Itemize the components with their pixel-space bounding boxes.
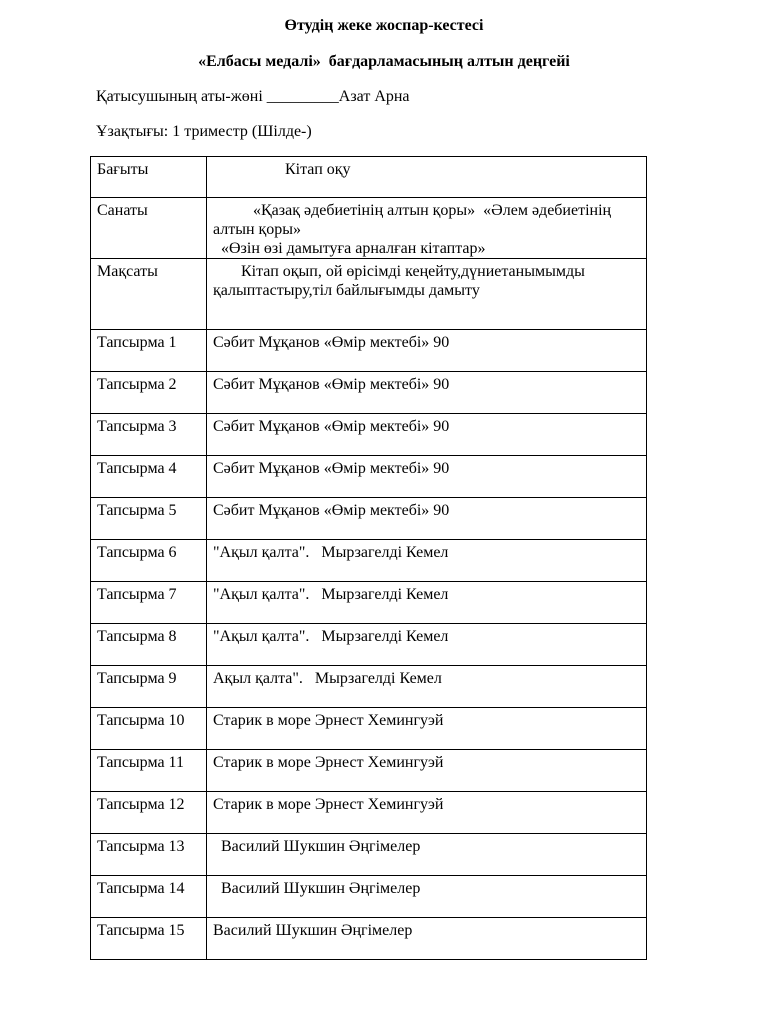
- row-label: Тапсырма 2: [91, 372, 207, 414]
- table-row: [91, 918, 647, 960]
- table-row: [91, 198, 647, 259]
- row-value: Василий Шукшин Әңгімелер: [207, 918, 647, 960]
- table-row: [91, 624, 647, 666]
- table-row: [91, 414, 647, 456]
- table-row: [91, 259, 647, 330]
- row-value: Старик в море Эрнест Хемингуэй: [207, 792, 647, 834]
- row-label: Санаты: [91, 198, 207, 259]
- row-label: Тапсырма 15: [91, 918, 207, 960]
- row-value: Кітап оқып, ой өрісімді кеңейту,дүниетанымымды қалыптастыру,тіл байлығымды дамыту: [207, 259, 647, 330]
- row-label: Мақсаты: [91, 259, 207, 330]
- row-label: Тапсырма 4: [91, 456, 207, 498]
- plan-table: [90, 156, 647, 960]
- row-label: Тапсырма 5: [91, 498, 207, 540]
- table-row: [91, 876, 647, 918]
- row-value: Сәбит Мұқанов «Өмір мектебі» 90: [207, 498, 647, 540]
- row-value: Сәбит Мұқанов «Өмір мектебі» 90: [207, 372, 647, 414]
- row-label: Тапсырма 14: [91, 876, 207, 918]
- row-label: Тапсырма 3: [91, 414, 207, 456]
- row-label: Тапсырма 10: [91, 708, 207, 750]
- row-label: Тапсырма 12: [91, 792, 207, 834]
- row-value: Старик в море Эрнест Хемингуэй: [207, 750, 647, 792]
- duration-line: Ұзақтығы: 1 триместр (Шілде-): [96, 123, 312, 140]
- row-value: "Ақыл қалта". Мырзагелді Кемел: [207, 624, 647, 666]
- table-row: [91, 792, 647, 834]
- table-row: [91, 708, 647, 750]
- table-row: [91, 372, 647, 414]
- row-value: Василий Шукшин Әңгімелер: [207, 876, 647, 918]
- row-value: "Ақыл қалта". Мырзагелді Кемел: [207, 540, 647, 582]
- row-label: Бағыты: [91, 157, 207, 198]
- row-label: Тапсырма 1: [91, 330, 207, 372]
- table-row: [91, 157, 647, 198]
- row-value: Старик в море Эрнест Хемингуэй: [207, 708, 647, 750]
- table-row: [91, 498, 647, 540]
- row-label: Тапсырма 9: [91, 666, 207, 708]
- table-row: [91, 540, 647, 582]
- row-value: "Ақыл қалта". Мырзагелді Кемел: [207, 582, 647, 624]
- row-label: Тапсырма 7: [91, 582, 207, 624]
- table-row: [91, 456, 647, 498]
- row-value: «Қазақ әдебиетінің алтын қоры» «Әлем әдебиетінің алтын қоры» «Өзін өзі дамытуға арналған кітаптар»: [207, 198, 647, 259]
- participant-name-line: Қатысушының аты-жөні _________Азат Арна: [96, 88, 410, 105]
- row-value: Кітап оқу: [207, 157, 647, 198]
- row-label: Тапсырма 11: [91, 750, 207, 792]
- row-value: Василий Шукшин Әңгімелер: [207, 834, 647, 876]
- row-value: Сәбит Мұқанов «Өмір мектебі» 90: [207, 456, 647, 498]
- table-row: [91, 834, 647, 876]
- row-value: Сәбит Мұқанов «Өмір мектебі» 90: [207, 330, 647, 372]
- row-value: Сәбит Мұқанов «Өмір мектебі» 90: [207, 414, 647, 456]
- row-label: Тапсырма 6: [91, 540, 207, 582]
- row-label: Тапсырма 13: [91, 834, 207, 876]
- document-title: Өтудің жеке жоспар-кестесі: [284, 17, 484, 34]
- row-value: Ақыл қалта". Мырзагелді Кемел: [207, 666, 647, 708]
- row-label: Тапсырма 8: [91, 624, 207, 666]
- table-row: [91, 330, 647, 372]
- table-row: [91, 750, 647, 792]
- table-row: [91, 666, 647, 708]
- program-subtitle: «Елбасы медалі» бағдарламасының алтын деңгейі: [198, 53, 570, 70]
- table-row: [91, 582, 647, 624]
